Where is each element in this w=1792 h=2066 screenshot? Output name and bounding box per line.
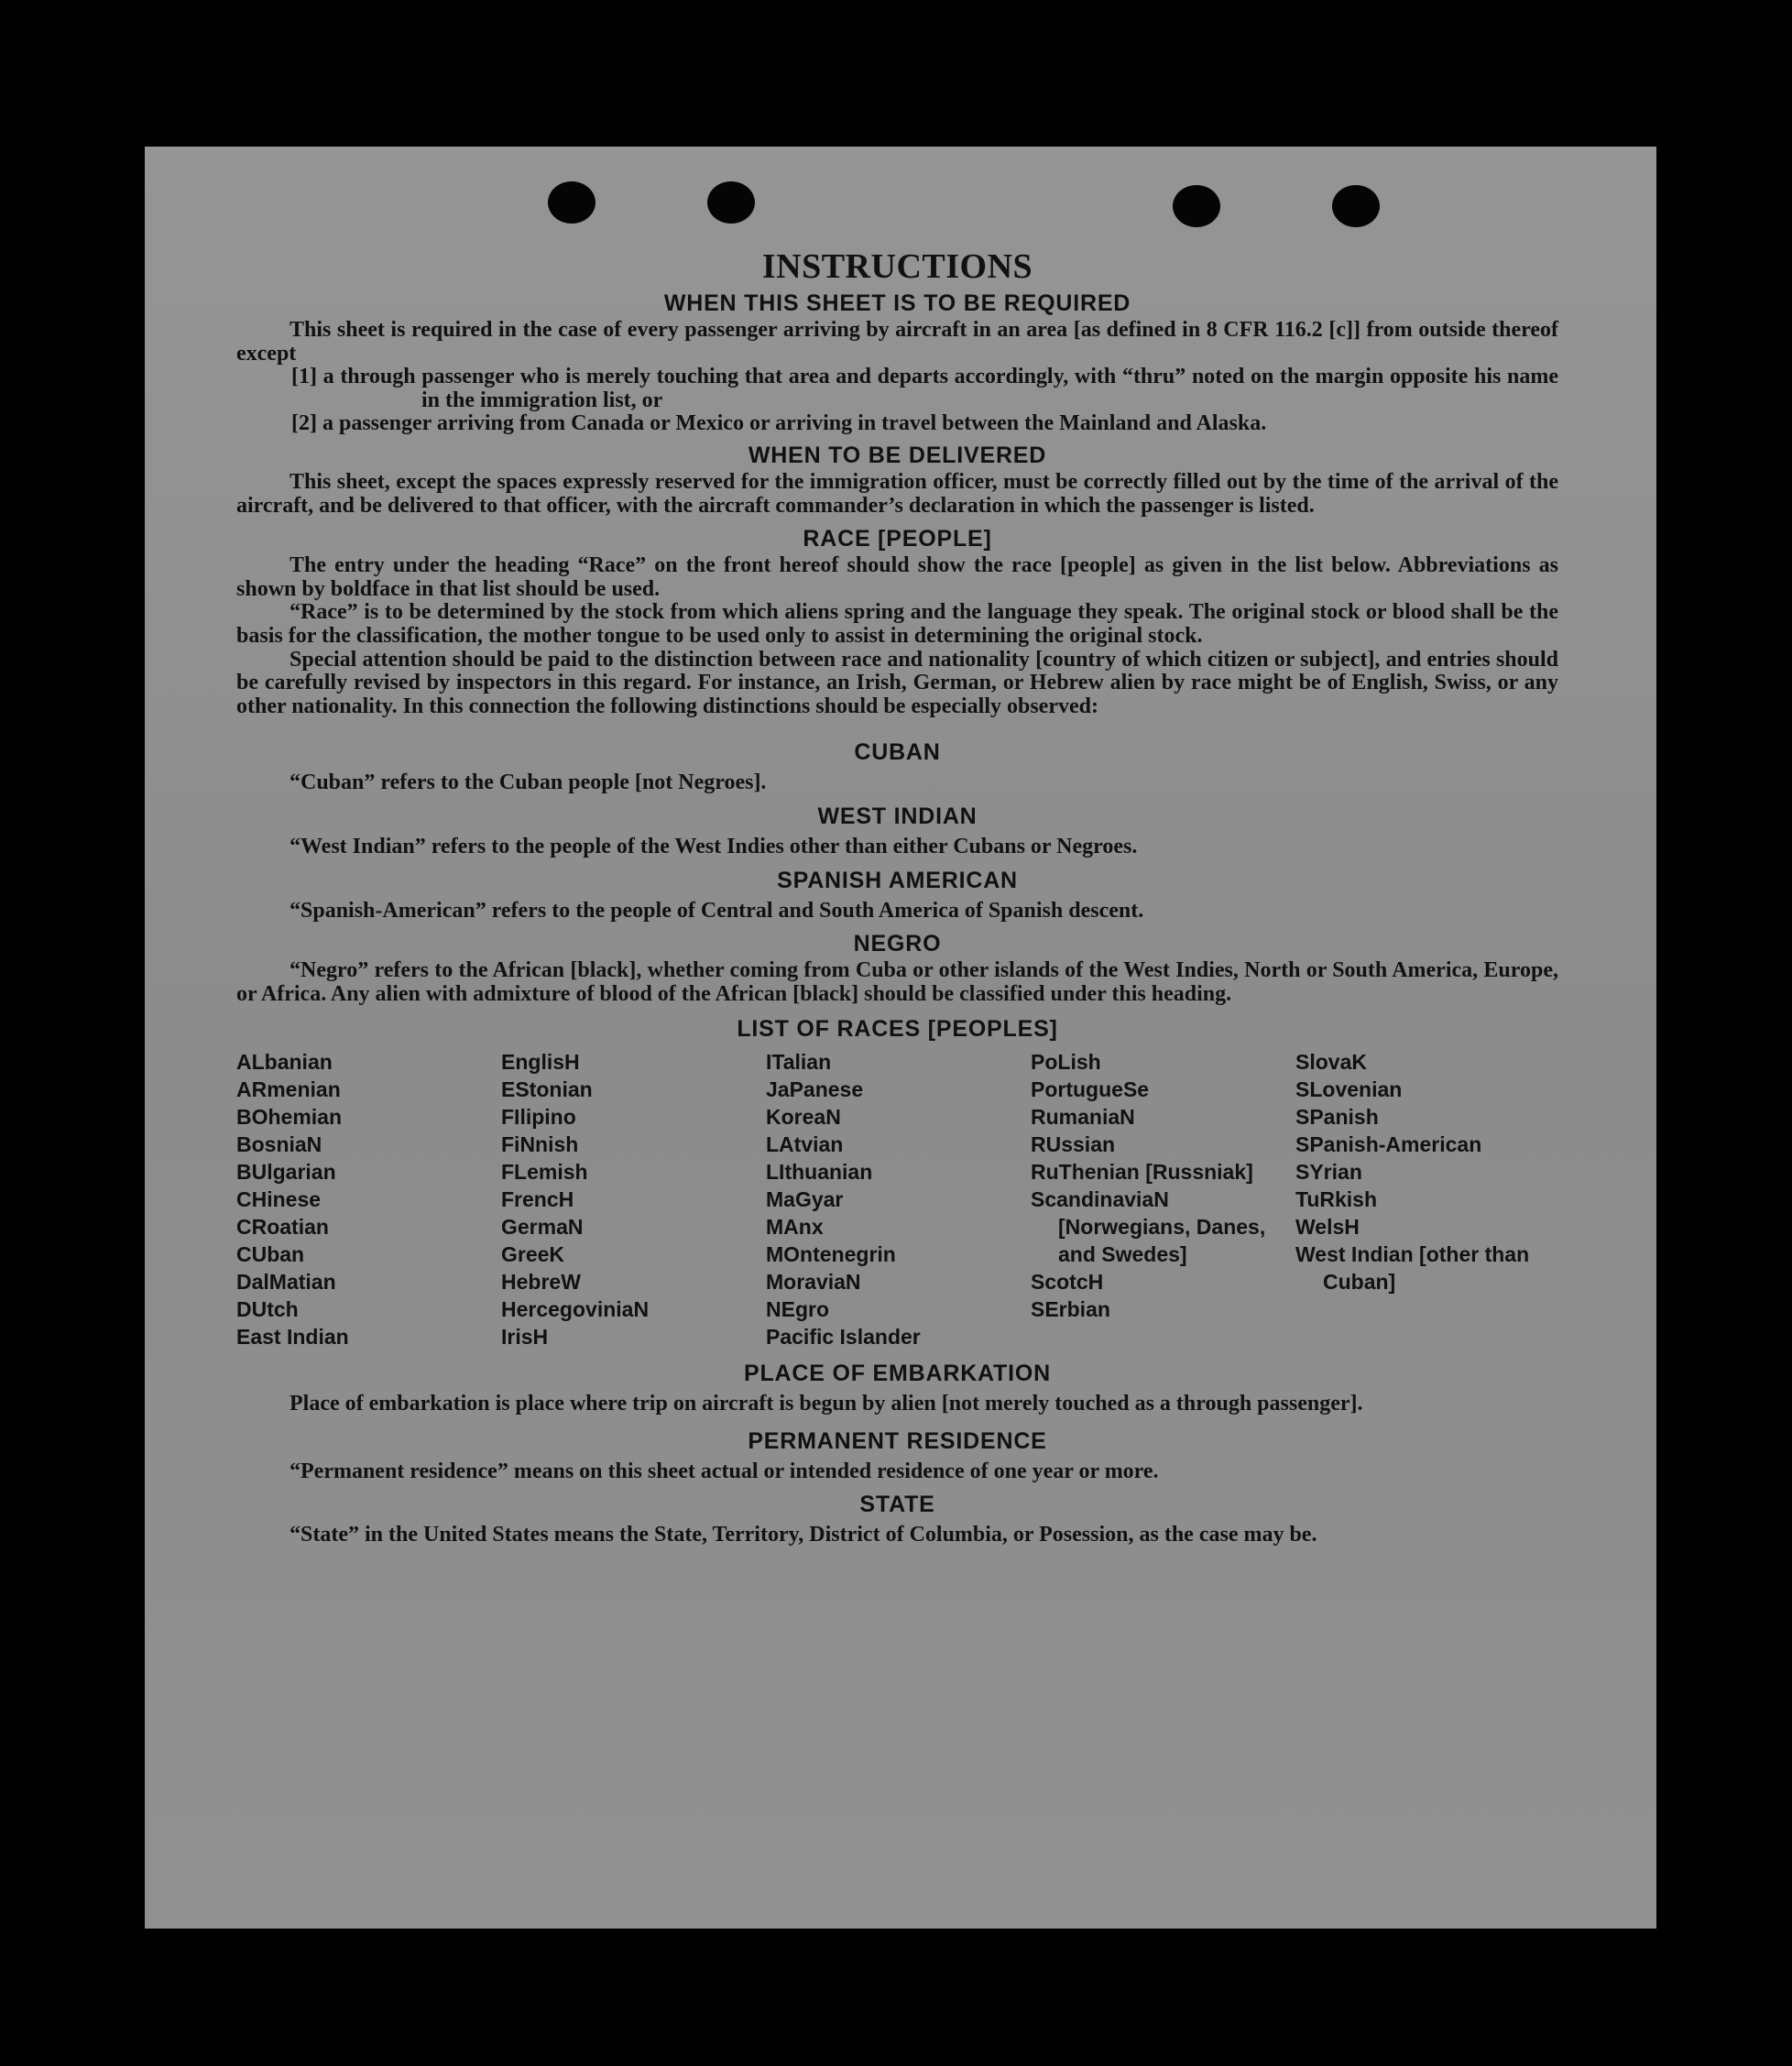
race-entry: SErbian [1031, 1297, 1110, 1322]
race-entry: DalMatian [236, 1270, 336, 1295]
race-entry: IrisH [501, 1325, 549, 1350]
residence-text: “Permanent residence” means on this sheet actual or intended residence of one year or more. [290, 1459, 1159, 1483]
race-entry: SPanish-American [1295, 1132, 1482, 1157]
heading-state: STATE [859, 1492, 935, 1518]
heading-when-required: WHEN THIS SHEET IS TO BE REQUIRED [663, 290, 1131, 316]
race-entry: PoLish [1031, 1050, 1101, 1075]
race-entry: EnglisH [501, 1050, 580, 1075]
race-entry: MOntenegrin [766, 1242, 896, 1267]
race-paragraph-3: Special attention should be paid to the distinction between race and nationality [country of which citizen or subject], and entries should be carefully revised by inspectors in this regard. For instance, an Irish, German, or Hebrew alien by race might be of English, Swiss, or any other nationality. In this connection the following distinctions should be especially observed: [236, 647, 1558, 718]
race-entry: FIlipino [501, 1105, 576, 1130]
race-entry: FLemish [501, 1160, 588, 1185]
exception-item-2: [2] a passenger arriving from Canada or Mexico or arriving in travel between the Mainland and Alaska. [291, 411, 1267, 436]
race-entry: BUlgarian [236, 1160, 336, 1185]
races-column-4 [1031, 1048, 1295, 1350]
punch-hole [548, 181, 596, 224]
negro-text: “Negro” refers to the African [black], whether coming from Cuba or other islands of the West Indies, North or South America, Europe, or Africa. Any alien with admixture of blood of the African [black] should be classified under this heading. [236, 958, 1558, 1006]
race-entry: ITalian [766, 1050, 832, 1075]
race-entry: SPanish [1295, 1105, 1379, 1130]
heading-race: RACE [PEOPLE] [803, 526, 992, 552]
race-entry: ScandinaviaN [Norwegians, Danes, and Swedes] [1031, 1187, 1266, 1267]
instructions-content [236, 246, 1558, 1547]
race-entry: PortugueSe [1031, 1077, 1150, 1102]
race-entry: BosniaN [236, 1132, 322, 1157]
race-entry: Pacific Islander [766, 1325, 921, 1350]
heading-west-indian: WEST INDIAN [817, 803, 978, 829]
race-entry: WelsH [1295, 1215, 1360, 1240]
page-title: INSTRUCTIONS [761, 247, 1033, 286]
when-required-intro: This sheet is required in the case of every passenger arriving by aircraft in an area [as defined in 8 CFR 116.2 [c]] from outside thereof except [236, 318, 1558, 366]
race-entry: MaGyar [766, 1187, 844, 1212]
race-entry: GermaN [501, 1215, 584, 1240]
race-entry: SLovenian [1295, 1077, 1403, 1102]
heading-spanish-american: SPANISH AMERICAN [777, 867, 1018, 893]
race-entry: ARmenian [236, 1077, 341, 1102]
heading-negro: NEGRO [853, 931, 942, 957]
embarkation-text: Place of embarkation is place where trip on aircraft is begun by alien [not merely touched as a through passenger]. [290, 1392, 1363, 1416]
state-text: “State” in the United States means the State, Territory, District of Columbia, or Posession, as the case may be. [290, 1523, 1317, 1547]
punch-hole [1332, 185, 1380, 227]
race-entry: MoraviaN [766, 1270, 861, 1295]
cuban-text: “Cuban” refers to the Cuban people [not Negroes]. [290, 771, 767, 795]
race-entry: FrencH [501, 1187, 574, 1212]
race-entry: RuThenian [Russniak] [1031, 1160, 1253, 1185]
document-sheet [145, 147, 1656, 1929]
race-entry: SlovaK [1295, 1050, 1367, 1075]
race-entry: HebreW [501, 1270, 581, 1295]
race-entry: RumaniaN [1031, 1105, 1135, 1130]
west-indian-text: “West Indian” refers to the people of the West Indies other than either Cubans or Negroes. [290, 834, 1138, 858]
race-entry: JaPanese [766, 1077, 864, 1102]
race-entry: LAtvian [766, 1132, 844, 1157]
races-list [236, 1048, 1558, 1350]
race-entry: KoreaN [766, 1105, 841, 1130]
races-column-1 [236, 1048, 501, 1350]
punch-hole [707, 181, 755, 224]
races-column-5 [1295, 1048, 1560, 1350]
race-entry: West Indian [other than Cuban] [1295, 1242, 1530, 1295]
race-entry: ALbanian [236, 1050, 333, 1075]
race-entry: FiNnish [501, 1132, 579, 1157]
race-entry: NEgro [766, 1297, 829, 1322]
heading-cuban: CUBAN [854, 739, 941, 766]
race-entry: TuRkish [1295, 1187, 1378, 1212]
race-entry: CRoatian [236, 1215, 329, 1240]
race-entry: CUban [236, 1242, 305, 1267]
race-paragraph-2: “Race” is to be determined by the stock from which aliens spring and the language they speak. The original stock or blood shall be the basis for the classification, the mother tongue to be used only to assist in determining the original stock. [236, 600, 1558, 648]
heading-permanent-residence: PERMANENT RESIDENCE [748, 1427, 1047, 1454]
spanish-american-text: “Spanish-American” refers to the people of Central and South America of Spanish descent. [290, 898, 1144, 923]
race-entry: DUtch [236, 1297, 299, 1322]
race-entry: SYrian [1295, 1160, 1362, 1185]
race-entry: East Indian [236, 1325, 349, 1350]
race-entry: GreeK [501, 1242, 565, 1267]
race-entry: CHinese [236, 1187, 322, 1212]
heading-place-of-embarkation: PLACE OF EMBARKATION [744, 1361, 1051, 1387]
exception-item-1: [1] a through passenger who is merely touching that area and departs accordingly, with “thru” noted on the margin opposite his name in the immigration list, or [291, 365, 1558, 412]
race-entry: EStonian [501, 1077, 593, 1102]
race-entry: ScotcH [1031, 1270, 1104, 1295]
race-entry: BOhemian [236, 1105, 343, 1130]
race-paragraph-1: The entry under the heading “Race” on the front hereof should show the race [people] as given in the list below. Abbreviations as shown by boldface in that list should be used. [236, 553, 1558, 601]
races-column-2 [501, 1048, 766, 1350]
heading-when-delivered: WHEN TO BE DELIVERED [748, 442, 1047, 468]
race-entry: HercegoviniaN [501, 1297, 650, 1322]
race-entry: RUssian [1031, 1132, 1116, 1157]
heading-list-of-races: LIST OF RACES [PEOPLES] [737, 1016, 1058, 1043]
race-entry: LIthuanian [766, 1160, 873, 1185]
race-entry: MAnx [766, 1215, 824, 1240]
punch-hole [1173, 185, 1220, 227]
races-column-3 [766, 1048, 1031, 1350]
when-delivered-text: This sheet, except the spaces expressly reserved for the immigration officer, must be correctly filled out by the time of the arrival of the aircraft, and be delivered to that officer, with the aircraft commander’s declaration in which the passenger is listed. [236, 469, 1558, 518]
